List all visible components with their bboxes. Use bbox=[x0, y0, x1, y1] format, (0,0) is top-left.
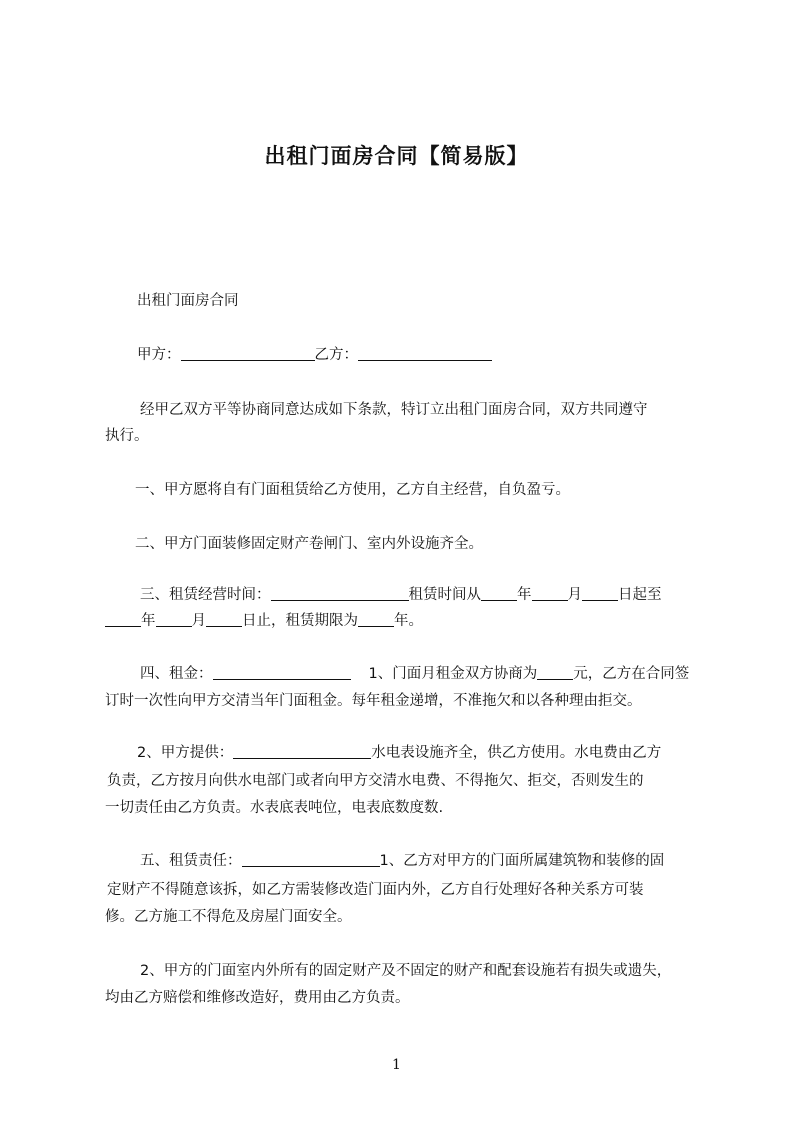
clause-5-line-2: 定财产不得随意该拆，如乙方需装修改造门面内外，乙方自行处理好各种关系方可装 bbox=[107, 882, 644, 898]
end-month-blank bbox=[156, 610, 192, 627]
monthly-rent-blank bbox=[537, 663, 573, 680]
rent-blank bbox=[213, 663, 351, 680]
party-a-label: 甲方： bbox=[137, 347, 181, 363]
provision-text: 水电表设施齐全，供乙方使用。水电费由乙方 bbox=[371, 745, 662, 761]
provision-label: 2、甲方提供： bbox=[137, 745, 234, 761]
end-year-blank bbox=[105, 610, 141, 627]
clause-2: 二、甲方门面装修固定财产卷闸门、室内外设施齐全。 bbox=[135, 536, 483, 552]
party-b-label: 乙方： bbox=[314, 347, 358, 363]
lease-years-blank bbox=[358, 610, 394, 627]
end-month-label: 月 bbox=[191, 613, 206, 629]
clause-5-line-3: 修。乙方施工不得危及房屋门面安全。 bbox=[105, 909, 352, 925]
clause-3-line-2 bbox=[105, 606, 705, 636]
clause-4-line-1 bbox=[140, 659, 740, 689]
clause-3-lease-term-label: 三、租赁经营时间： bbox=[140, 587, 271, 603]
clause-3-period-label: 租赁时间从 bbox=[408, 587, 481, 603]
start-day-blank bbox=[582, 584, 618, 601]
end-day-blank bbox=[206, 610, 242, 627]
clause-5-line-1 bbox=[140, 846, 740, 876]
provision-blank bbox=[233, 742, 371, 759]
end-year-label: 年 bbox=[141, 613, 156, 629]
lease-term-blank bbox=[271, 584, 409, 601]
subtitle: 出租门面房合同 bbox=[137, 293, 239, 309]
start-month-label: 月 bbox=[567, 587, 582, 603]
party-a-blank bbox=[181, 344, 315, 361]
intro-line-1: 经甲乙双方平等协商同意达成如下条款，特订立出租门面房合同，双方共同遵守 bbox=[140, 402, 648, 418]
document-title: 出租门面房合同【简易版】 bbox=[264, 144, 529, 168]
clause-4-2-line-3: 一切责任由乙方负责。水表底表吨位，电表底数度数. bbox=[105, 800, 444, 816]
lease-years-label: 年。 bbox=[394, 613, 423, 629]
page-number: 1 bbox=[392, 1057, 401, 1073]
liability-text: 1、乙方对甲方的门面所属建筑物和装修的固 bbox=[379, 853, 665, 869]
start-month-blank bbox=[532, 584, 568, 601]
start-day-label: 日起至 bbox=[618, 587, 662, 603]
party-b-blank bbox=[358, 344, 492, 361]
start-year-blank bbox=[481, 584, 517, 601]
clause-1: 一、甲方愿将自有门面租赁给乙方使用，乙方自主经营，自负盈亏。 bbox=[135, 482, 570, 498]
rent-label: 四、租金： bbox=[140, 666, 213, 682]
monthly-rent-suffix: 元，乙方在合同签 bbox=[573, 666, 690, 682]
clause-4-line-2: 订时一次性向甲方交清当年门面租金。每年租金递增，不准拖欠和以各种理由拒交。 bbox=[105, 693, 642, 709]
intro-line-2: 执行。 bbox=[105, 428, 149, 444]
clause-5-2-line-2: 均由乙方赔偿和维修改造好，费用由乙方负责。 bbox=[105, 990, 410, 1006]
monthly-rent-label: 1、门面月租金双方协商为 bbox=[368, 666, 538, 682]
parties-line bbox=[137, 340, 737, 370]
liability-label: 五、租赁责任： bbox=[140, 853, 242, 869]
start-year-label: 年 bbox=[517, 587, 532, 603]
end-day-label: 日止，租赁期限为 bbox=[242, 613, 358, 629]
liability-blank bbox=[242, 850, 380, 867]
clause-4-2-line-1 bbox=[137, 738, 737, 768]
clause-4-2-line-2: 负责，乙方按月向供水电部门或者向甲方交清水电费、不得拖欠、拒交，否则发生的 bbox=[107, 773, 644, 789]
clause-5-2-line-1: 2、甲方的门面室内外所有的固定财产及不固定的财产和配套设施若有损失或遗失， bbox=[140, 963, 672, 979]
